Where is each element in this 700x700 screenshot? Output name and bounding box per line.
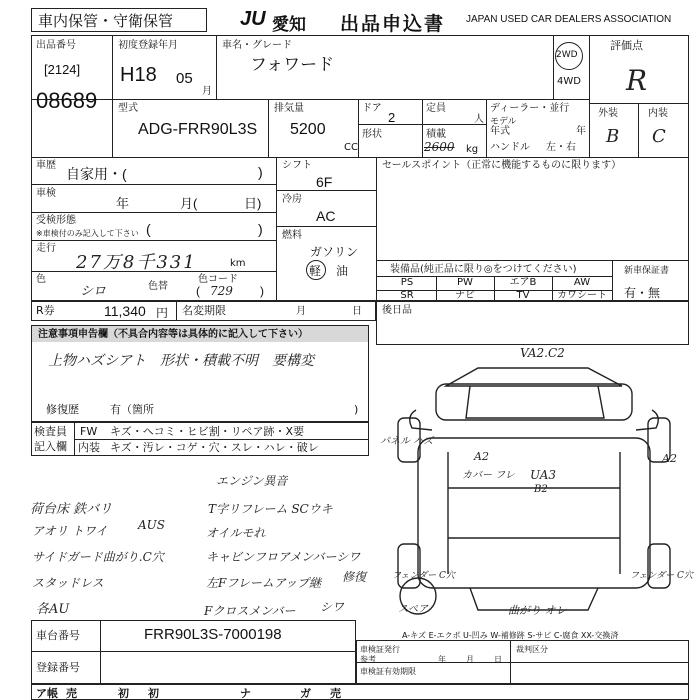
recycle-label: R券 bbox=[36, 304, 55, 317]
remark-cabin-floor: キャビンフロアメンバーシワ bbox=[206, 550, 361, 564]
receipt-open: ( bbox=[146, 221, 151, 237]
meta-ref-1: 参考 bbox=[360, 655, 376, 664]
remark-each-au: 各AU bbox=[36, 602, 70, 617]
dealer-model: モデル bbox=[490, 117, 517, 127]
sales-point-label: セールスポイント（正常に機能するものに限ります） bbox=[382, 160, 622, 171]
bottom-strip bbox=[31, 684, 689, 700]
doors-value: 2 bbox=[388, 110, 396, 125]
first-reg-month-unit: 月 bbox=[202, 86, 212, 97]
remark-left-frame: 左Fフレームアップ継 bbox=[206, 576, 322, 590]
capacity-unit: 人 bbox=[474, 114, 484, 125]
remark-oil: オイルモれ bbox=[206, 526, 266, 540]
registration-label: 登録番号 bbox=[36, 661, 80, 674]
receipt-note: ※車検付のみ記入して下さい bbox=[36, 229, 139, 238]
remark-aus: AUS bbox=[138, 518, 165, 532]
equip-airbag: エアB bbox=[509, 277, 537, 288]
diagram-top-label: VA2.C2 bbox=[520, 346, 565, 360]
remark-studless: スタッドレス bbox=[32, 576, 104, 590]
meta-month: 月 bbox=[466, 655, 474, 664]
association-name: JAPAN USED CAR DEALERS ASSOCIATION bbox=[466, 14, 672, 25]
fuel-value-3: 油 bbox=[336, 264, 349, 278]
first-reg-month: 05 bbox=[176, 70, 193, 87]
inspection-month: 月( bbox=[180, 196, 198, 211]
chassis-label: 車台番号 bbox=[36, 629, 80, 642]
aircon-label: 冷房 bbox=[282, 194, 302, 205]
brand-region: 愛知 bbox=[272, 15, 306, 34]
exterior-value: B bbox=[606, 126, 620, 147]
bottom-strip-0: ア帳 bbox=[36, 687, 58, 700]
meta-year: 年 bbox=[438, 655, 446, 664]
meta-cert-label: 車検証発行 bbox=[360, 645, 400, 654]
color-tone-label: 色替 bbox=[148, 281, 168, 292]
equip-pw: PW bbox=[457, 277, 473, 288]
new-warranty-value: 有・無 bbox=[624, 286, 661, 300]
displacement-value: 5200 bbox=[290, 121, 326, 138]
lot-bracket: [2124] bbox=[44, 62, 81, 77]
bottom-strip-12: ガ bbox=[300, 687, 311, 700]
equip-ps: PS bbox=[400, 277, 414, 288]
damage-legend: A-キズ E-エクボ U-凹み W-補修跡 S-サビ C-腐食 XX-交換済 bbox=[402, 631, 619, 640]
mileage-value: 27万8千331 bbox=[76, 252, 197, 273]
notes-label: 注意事項申告欄（不具合内容等は具体的に記入して下さい） bbox=[38, 329, 308, 340]
meta-day: 日 bbox=[494, 655, 502, 664]
color-label: 色 bbox=[36, 274, 46, 285]
bottom-strip-5: 初 bbox=[148, 687, 159, 700]
dealer-year: 年式 bbox=[490, 126, 510, 137]
mileage-unit: km bbox=[230, 258, 246, 269]
repair-close: ) bbox=[354, 403, 359, 416]
load-value: 2600 bbox=[424, 140, 455, 154]
handle-label: ハンドル bbox=[490, 142, 530, 153]
remark-cross-member: Fクロスメンバー bbox=[204, 604, 296, 618]
diagram-cover-label: カバー フレ bbox=[462, 470, 515, 481]
model-name-value: フォワード bbox=[250, 55, 335, 74]
dealer-label: ディーラー・並行 bbox=[490, 103, 570, 114]
new-warranty-label: 新車保証書 bbox=[624, 266, 670, 276]
equip-leather: カワシート bbox=[557, 290, 607, 301]
history-close: ) bbox=[258, 164, 263, 180]
diagram-fender-left: フェンダー C穴 bbox=[392, 571, 455, 581]
diagram-right-label: A2 bbox=[662, 452, 677, 465]
shift-value: 6F bbox=[316, 174, 333, 190]
brand-logo: JU bbox=[240, 8, 266, 30]
later-day-label: 後日品 bbox=[382, 305, 412, 316]
displacement-label: 排気量 bbox=[274, 103, 304, 114]
receipt-label: 受検形態 bbox=[36, 215, 76, 226]
mileage-label: 走行 bbox=[36, 243, 56, 254]
deadline-month: 月 bbox=[296, 306, 306, 317]
equip-sr: SR bbox=[400, 290, 414, 301]
inspector-interior: 内装 bbox=[78, 441, 100, 454]
inspection-day: 日) bbox=[244, 196, 262, 211]
inspector-label-1: 検査員 bbox=[34, 425, 67, 438]
aircon-value: AC bbox=[316, 208, 336, 224]
fuel-label: 燃料 bbox=[282, 230, 302, 241]
diagram-spare-label: スペア bbox=[398, 604, 428, 615]
drive-4wd: 4WD bbox=[557, 76, 581, 87]
storage-label-box bbox=[31, 8, 207, 32]
shift-label: シフト bbox=[282, 160, 312, 171]
remark-tailgate: アオリ トワイ bbox=[32, 524, 108, 538]
lot-label: 出品番号 bbox=[36, 40, 76, 51]
later-day-box bbox=[376, 301, 689, 345]
bottom-strip-9: ナ bbox=[240, 687, 251, 700]
remark-wrinkle: シワ bbox=[320, 600, 345, 614]
color-code-open: ( bbox=[196, 284, 200, 298]
deadline-label: 名変期限 bbox=[182, 304, 226, 317]
first-reg-label: 初度登録年月 bbox=[118, 40, 178, 51]
meta-cut-label: 裁判区分 bbox=[516, 645, 548, 654]
interior-label: 内装 bbox=[648, 108, 668, 119]
inspector-interior-items: キズ・汚レ・コゲ・穴・スレ・ハレ・破レ bbox=[110, 441, 319, 454]
chassis-value: FRR90L3S-7000198 bbox=[144, 626, 282, 643]
exterior-label: 外装 bbox=[598, 108, 618, 119]
handle-options: 左・右 bbox=[546, 142, 576, 153]
grade-value: R bbox=[626, 64, 648, 97]
diagram-center-label: UA3 bbox=[530, 468, 557, 482]
diagram-fender-right: フェンダー C穴 bbox=[630, 571, 693, 581]
form-title: 出品申込書 bbox=[340, 14, 446, 35]
inspector-label-2: 記入欄 bbox=[34, 440, 67, 453]
inspection-label: 車検 bbox=[36, 188, 56, 199]
bottom-strip-3: 初 bbox=[118, 687, 129, 700]
equip-tv: TV bbox=[516, 290, 530, 301]
drive-2wd: 2WD bbox=[556, 50, 578, 60]
shape-label: 形状 bbox=[362, 129, 382, 140]
recycle-value: 11,340 bbox=[104, 303, 146, 319]
receipt-close: ) bbox=[258, 221, 263, 237]
repair-label: 修復歴 bbox=[46, 403, 79, 416]
remark-repair: 修復 bbox=[342, 570, 367, 584]
fuel-value-2: 軽 bbox=[309, 264, 322, 278]
bottom-strip-13: 売 bbox=[330, 687, 341, 700]
color-code-close: ) bbox=[260, 284, 264, 298]
diagram-a2-left: A2 bbox=[474, 450, 489, 463]
capacity-label: 定員 bbox=[426, 103, 446, 114]
equip-aw: AW bbox=[573, 277, 591, 288]
diagram-left-label: パネル ハズ bbox=[380, 436, 434, 447]
diagram-bend-label: 曲がり オレ bbox=[508, 604, 567, 617]
fuel-value: ガソリン bbox=[310, 245, 359, 259]
recycle-unit: 円 bbox=[156, 306, 169, 320]
displacement-unit: CC bbox=[344, 142, 358, 153]
storage-label: 車内保管・守衛保管 bbox=[38, 12, 174, 30]
bottom-strip-1: 売 bbox=[66, 687, 77, 700]
load-unit: kg bbox=[466, 144, 479, 155]
inspector-fw-items: キズ・ヘコミ・ヒビ割・リペア跡・X要 bbox=[110, 425, 305, 438]
inspector-fw: FW bbox=[80, 425, 98, 438]
doors-label: ドア bbox=[362, 103, 382, 114]
first-reg-year: H18 bbox=[120, 64, 157, 86]
remark-engine-noise: エンジン異音 bbox=[216, 474, 288, 488]
equip-navi: ナビ bbox=[455, 290, 475, 301]
remark-side-guard: サイドガード曲がり.C穴 bbox=[32, 550, 164, 564]
equipment-label: 装備品(純正品に限り◎をつけてください) bbox=[390, 264, 577, 275]
history-value: 自家用・( bbox=[66, 166, 127, 182]
remark-bed-floor: 荷台床 鉄バリ bbox=[30, 502, 113, 517]
repair-value: 有（箇所 bbox=[110, 403, 154, 416]
color-value: シロ bbox=[80, 284, 107, 299]
notes-line1: 上物ハズシアト 形状・積載不明 要構変 bbox=[48, 353, 314, 369]
history-label: 車歴 bbox=[36, 160, 56, 171]
color-code-value: 729 bbox=[210, 284, 233, 298]
deadline-day: 日 bbox=[352, 306, 362, 317]
meta-shaken-label: 車検証有効期限 bbox=[360, 667, 416, 676]
color-code-label: 色コード bbox=[198, 274, 238, 285]
interior-value: C bbox=[652, 126, 666, 147]
diagram-center-label-2: B2 bbox=[534, 484, 548, 495]
lot-number: 08689 bbox=[36, 88, 98, 113]
remark-frame: T字リフレーム SCウキ bbox=[208, 502, 333, 516]
model-code-label: 型式 bbox=[118, 103, 138, 114]
inspection-year: 年 bbox=[116, 196, 130, 211]
load-label: 積載 bbox=[426, 129, 446, 140]
grade-label: 評価点 bbox=[610, 39, 643, 52]
dealer-year-unit: 年 bbox=[576, 126, 586, 137]
model-name-label: 車名・グレード bbox=[222, 40, 292, 51]
model-code-value: ADG-FRR90L3S bbox=[138, 121, 258, 138]
